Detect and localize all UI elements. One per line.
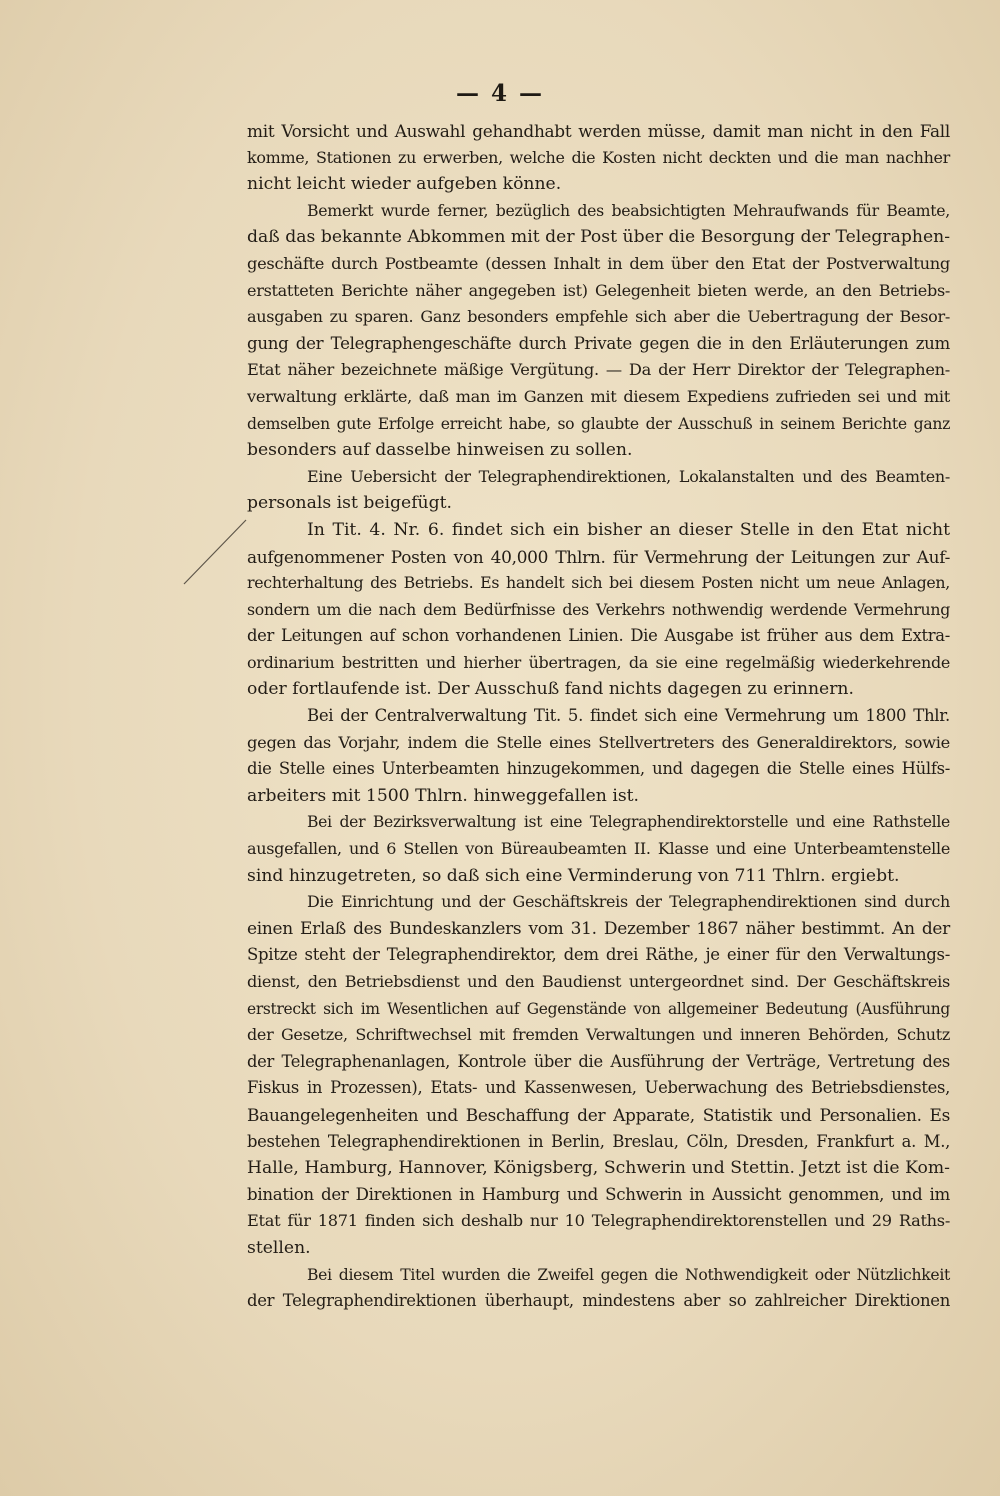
text-line: Etat für 1871 finden sich deshalb nur 10 Telegraphendirektorenstellen und 29 Raths-: [247, 1211, 950, 1231]
text-line: Halle, Hamburg, Hannover, Königsberg, Schwerin und Stettin. Jetzt ist die Kom-: [247, 1158, 950, 1179]
text-line: der Telegraphendirektionen überhaupt, mindestens aber so zahlreicher Direktionen: [247, 1291, 950, 1311]
text-line: die Stelle eines Unterbeamten hinzugekommen, und dagegen die Stelle eines Hülfs-: [247, 759, 950, 779]
text-line: sondern um die nach dem Bedürfnisse des Verkehrs nothwendig werdende Vermehrung: [247, 599, 950, 619]
text-line: Bauangelegenheiten und Beschaffung der Apparate, Statistik und Personalien. Es: [247, 1104, 950, 1125]
page-number: — 4 —: [455, 80, 545, 107]
text-line: In Tit. 4. Nr. 6. findet sich ein bisher an dieser Stelle in den Etat nicht: [307, 519, 950, 540]
text-line: personals ist beigefügt.: [247, 493, 452, 514]
text-line: verwaltung erklärte, daß man im Ganzen mit diesem Expediens zufrieden sei und mit: [247, 386, 950, 406]
text-line: komme, Stationen zu erwerben, welche die Kosten nicht deckten und die man nachher: [247, 147, 950, 167]
text-line: geschäfte durch Postbeamte (dessen Inhalt in dem über den Etat der Postverwaltung: [247, 253, 950, 273]
text-line: besonders auf dasselbe hinweisen zu sollen.: [247, 440, 633, 461]
text-line: demselben gute Erfolge erreicht habe, so glaubte der Ausschuß in seinem Berichte ganz: [247, 414, 950, 433]
text-line: dienst, den Betriebsdienst und den Baudienst untergeordnet sind. Der Geschäftskreis: [247, 972, 950, 991]
pencil-margin-mark: [180, 518, 250, 588]
text-line: erstreckt sich im Wesentlichen auf Gegenstände von allgemeiner Bedeutung (Ausführung: [247, 999, 950, 1018]
text-line: gung der Telegraphengeschäfte durch Private gegen die in den Erläuterungen zum: [247, 333, 950, 353]
text-line: Eine Uebersicht der Telegraphendirektionen, Lokalanstalten und des Beamten-: [307, 466, 950, 486]
text-line: ausgefallen, und 6 Stellen von Büreaubeamten II. Klasse und eine Unterbeamtenstelle: [247, 839, 950, 859]
text-line: daß das bekannte Abkommen mit der Post über die Besorgung der Telegraphen-: [247, 227, 950, 248]
text-line: nicht leicht wieder aufgeben könne.: [247, 174, 562, 195]
text-line: erstatteten Berichte näher angegeben ist) Gelegenheit bieten werde, an den Betriebs-: [247, 280, 950, 300]
text-line: Bemerkt wurde ferner, bezüglich des beabsichtigten Mehraufwands für Beamte,: [307, 200, 950, 220]
text-line: sind hinzugetreten, so daß sich eine Verminderung von 711 Thlrn. ergiebt.: [247, 865, 900, 886]
body-text: [247, 118, 950, 1315]
text-line: oder fortlaufende ist. Der Ausschuß fand nichts dagegen zu erinnern.: [247, 679, 854, 700]
text-line: bestehen Telegraphendirektionen in Berlin, Breslau, Cöln, Dresden, Frankfurt a. M.,: [247, 1131, 950, 1151]
text-line: ordinarium bestritten und hierher übertragen, da sie eine regelmäßig wiederkehrende: [247, 652, 950, 672]
text-line: Die Einrichtung und der Geschäftskreis der Telegraphendirektionen sind durch: [307, 892, 950, 912]
text-line: einen Erlaß des Bundeskanzlers vom 31. Dezember 1867 näher bestimmt. An der: [247, 918, 950, 939]
text-line: der Telegraphenanlagen, Kontrole über die Ausführung der Verträge, Vertretung des: [247, 1051, 950, 1071]
text-line: mit Vorsicht und Auswahl gehandhabt werden müsse, damit man nicht in den Fall: [247, 121, 950, 141]
text-line: Bei der Bezirksverwaltung ist eine Telegraphendirektorstelle und eine Rathstelle: [307, 813, 950, 832]
text-line: arbeiters mit 1500 Thlrn. hinweggefallen ist.: [247, 785, 640, 806]
text-line: Fiskus in Prozessen), Etats- und Kassenwesen, Ueberwachung des Betriebsdienstes,: [247, 1078, 950, 1098]
text-line: Bei diesem Titel wurden die Zweifel gegen die Nothwendigkeit oder Nützlichkeit: [307, 1265, 950, 1284]
text-line: rechterhaltung des Betriebs. Es handelt sich bei diesem Posten nicht um neue Anlagen,: [247, 573, 950, 593]
text-line: stellen.: [247, 1237, 311, 1258]
text-line: aufgenommener Posten von 40,000 Thlrn. für Vermehrung der Leitungen zur Auf-: [247, 546, 950, 567]
text-line: der Leitungen auf schon vorhandenen Linien. Die Ausgabe ist früher aus dem Extra-: [247, 626, 950, 646]
text-line: Spitze steht der Telegraphendirektor, dem drei Räthe, je einer für den Verwaltungs-: [247, 945, 950, 965]
text-line: Bei der Centralverwaltung Tit. 5. findet sich eine Vermehrung um 1800 Thlr.: [307, 706, 950, 726]
text-line: der Gesetze, Schriftwechsel mit fremden Verwaltungen und inneren Behörden, Schutz: [247, 1025, 950, 1045]
text-line: ausgaben zu sparen. Ganz besonders empfehle sich aber die Uebertragung der Besor-: [247, 307, 950, 327]
text-line: bination der Direktionen in Hamburg und Schwerin in Aussicht genommen, und im: [247, 1184, 950, 1204]
text-line: Etat näher bezeichnete mäßige Vergütung. — Da der Herr Direktor der Telegraphen-: [247, 360, 950, 380]
text-line: gegen das Vorjahr, indem die Stelle eines Stellvertreters des Generaldirektors, sowie: [247, 732, 950, 752]
